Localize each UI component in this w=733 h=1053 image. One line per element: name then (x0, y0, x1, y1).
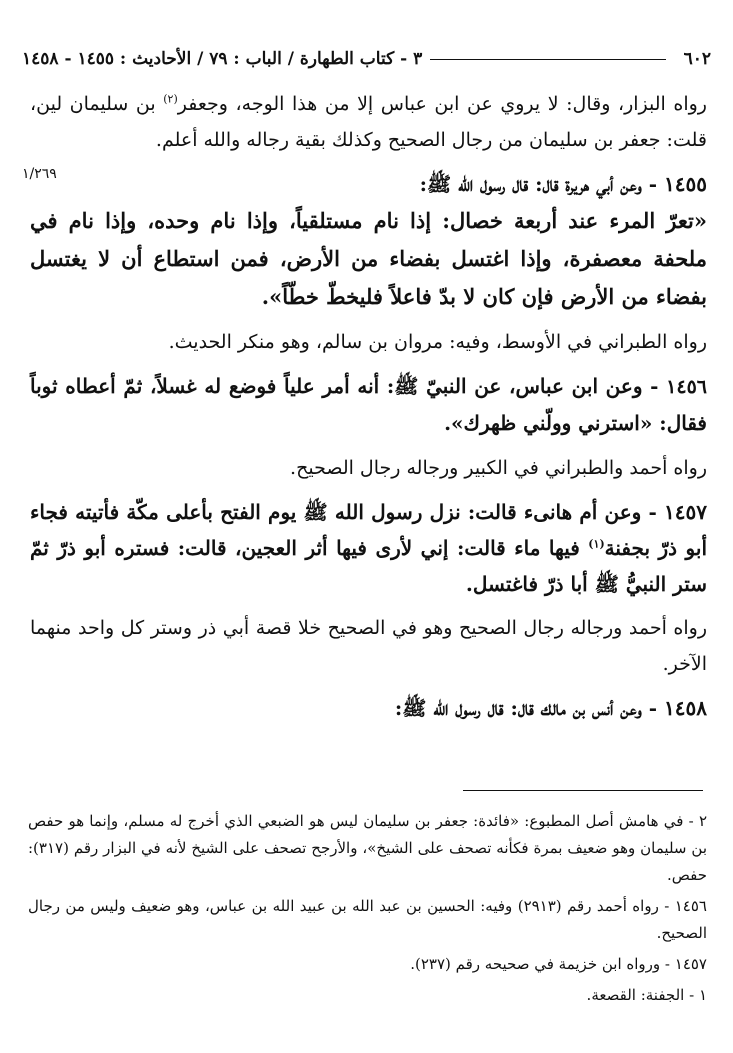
page-number: ٦٠٢ (683, 49, 711, 69)
hadith-number: ١٤٥٨ (664, 696, 707, 720)
hadith-1455-rawah: رواه الطبراني في الأوسط، وفيه: مروان بن سالم، وهو منكر الحديث. (168, 331, 707, 353)
page-header (22, 44, 711, 74)
hadith-1456-rawah: رواه أحمد والطبراني في الكبير ورجاله رجال الصحيح. (290, 457, 707, 479)
hadith-text: «استرني وولّني ظهرك». (444, 411, 653, 435)
footnote: ٢ - في هامش أصل المطبوع: «فائدة: جعفر بن سليمان ليس هو الضبعي الذي أخرج له مسلم، وإنما هو حفص بن سليمان وهو ضعيف بمرة فكأنه تصحف على الشيخ»، والأرجح تصحف على الشيخ لأنه في البزار رقم (٣١٧): حفص. (28, 812, 707, 884)
hadith-number: ١٤٥٦ (666, 376, 707, 398)
hadith-number: ١٤٥٥ (664, 172, 707, 196)
hadith-1457-rawah: رواه أحمد ورجاله رجال الصحيح وهو في الصحيح خلا قصة أبي ذر وستر كل واحد منهما الآخر. (30, 617, 707, 675)
hadith-text-b: فيها ماء قالت: إني لأرى فيها أثر العجين، قالت: فستره أبو ذرّ ثمّ ستر النبيُّ ﷺ أبا ذرّ فاغتسل. (30, 536, 707, 596)
hadith-1458-intro (30, 690, 707, 726)
hadith-text-a: - وعن أم هانىء قالت: نزل رسول الله ﷺ يوم الفتح بأعلى مكّة فأتيته فجاء أبو ذرّ بجفنة (30, 500, 707, 560)
footnote: ١٤٥٦ - رواه أحمد رقم (٢٩١٣) وفيه: الحسين بن عبد الله بن عبيد الله بن عباس، وهو ضعيف وليس من رجال الصحيح. (28, 897, 707, 942)
hadith-intro: - وعن أنس بن مالك قال: قال رسول الله ﷺ: (394, 696, 665, 720)
hadith-intro: - وعن أبي هريرة قال: قال رسول الله ﷺ: (419, 172, 665, 196)
running-title: ٣ - كتاب الطهارة / الباب : ٧٩ / الأحاديث : ١٤٥٥ - ١٤٥٨ (22, 49, 423, 69)
hadith-1455-intro (30, 166, 707, 202)
header-rule (430, 59, 665, 60)
hadith-intro: - وعن ابن عباس، عن النبيّ ﷺ: أنه أمر علياً فوضع له غسلاً، ثمّ أعطاه ثوباً فقال: (30, 374, 707, 435)
margin-reference: ١/٢٦٩ (22, 166, 57, 182)
footnotes (28, 808, 707, 1013)
paragraph-text-cont: بن سليمان لين، قلت: جعفر بن سليمان من رجال الصحيح وكذلك بقية رجاله والله أعلم. (30, 93, 707, 151)
footnote-divider (463, 790, 703, 791)
main-text (30, 86, 707, 726)
footnote: ١٤٥٧ - ورواه ابن خزيمة في صحيحه رقم (٢٣٧). (410, 955, 707, 973)
hadith-number: ١٤٥٧ (664, 500, 707, 524)
paragraph-text: رواه البزار، وقال: لا يروي عن ابن عباس إلا من هذا الوجه، وجعفر (177, 93, 707, 115)
footnote-marker: (٢) (163, 92, 178, 106)
hadith-1456 (30, 368, 707, 442)
hadith-1455-text: «تعرّ المرء عند أربعة خصال: إذا نام مستلقياً، وإذا نام وحده، وإذا نام في ملحفة معصفرة، وإذا اغتسل بفضاء من الأرض، فمن استطاع أن لا يغتسل بفضاء من الأرض فإن كان لا بدّ فاعلاً فليخطّ خطّاً». (30, 208, 707, 309)
paragraph-rawah-bazzar (30, 86, 707, 158)
hadith-1457 (30, 494, 707, 602)
footnote-marker: (١) (588, 537, 605, 551)
footnote: ١ - الجفنة: القصعة. (586, 986, 707, 1004)
